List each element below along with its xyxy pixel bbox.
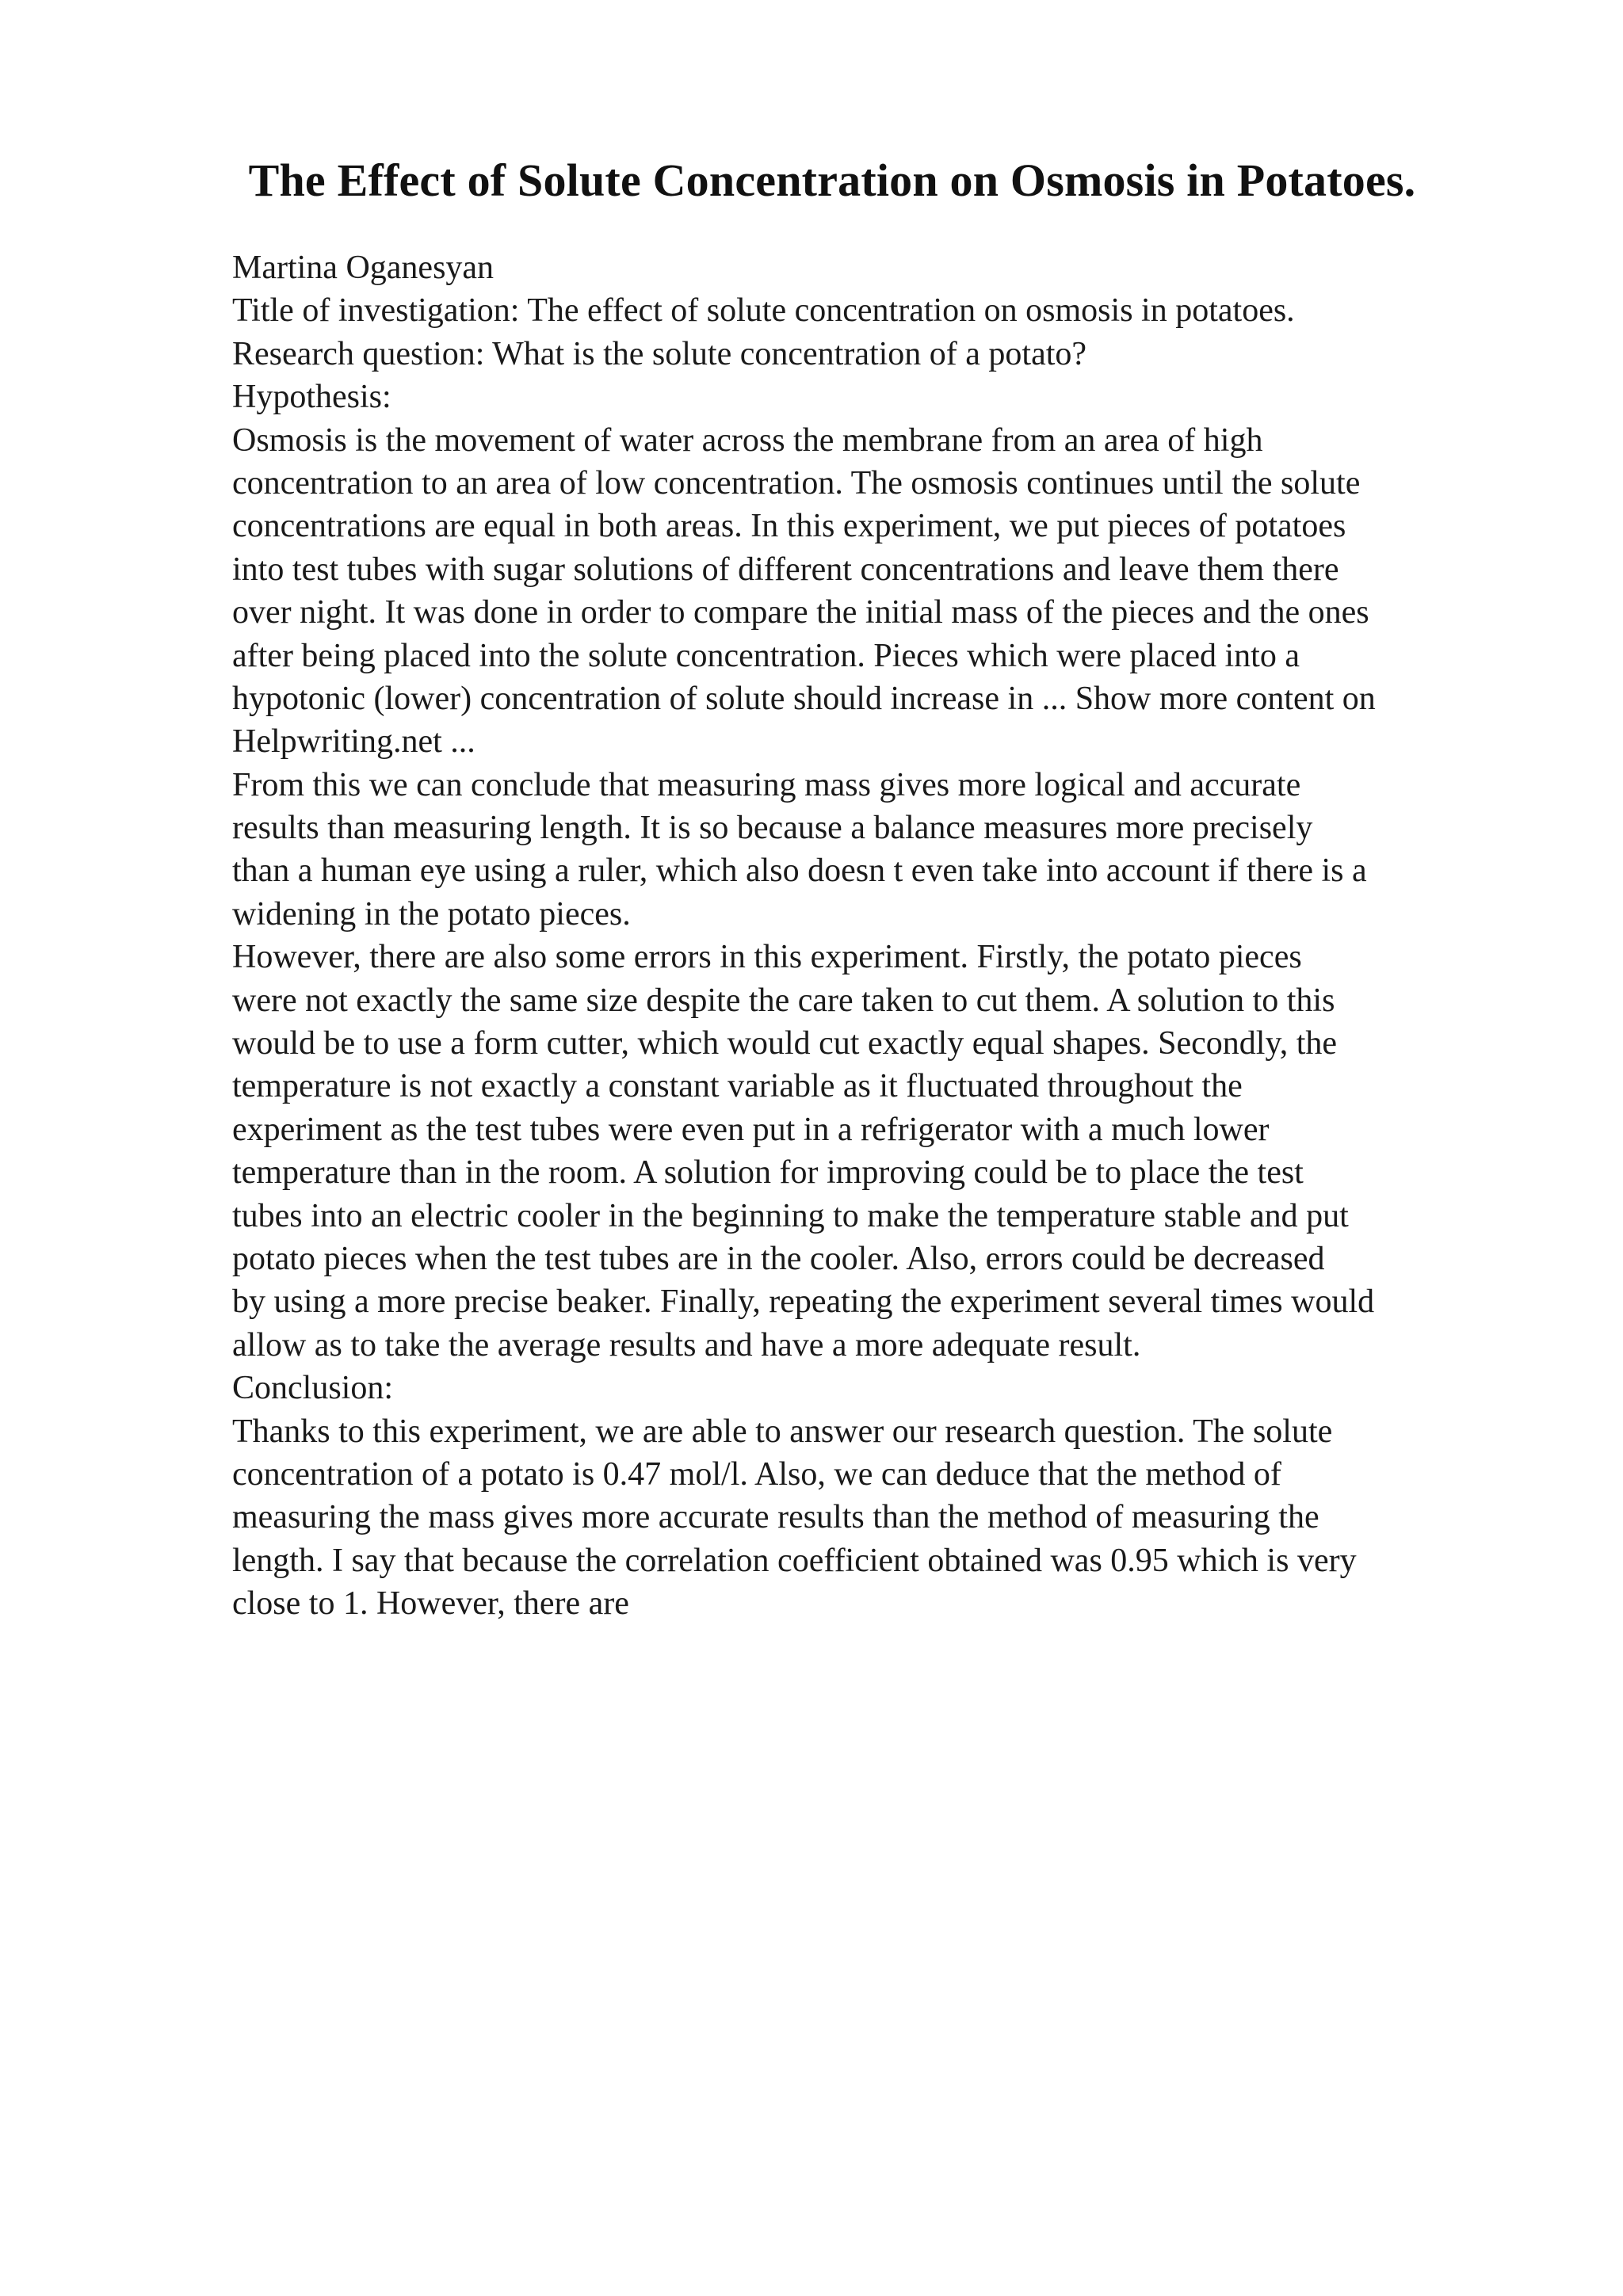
research-question-line: Research question: What is the solute concentration of a potato? xyxy=(232,335,1087,372)
hypothesis-text-line: hypotonic (lower) concentration of solute should increase in ... Show more content on xyxy=(232,680,1376,717)
hypothesis-heading: Hypothesis: xyxy=(232,379,391,416)
conclusion-text-line: Thanks to this experiment, we are able to answer our research question. The solute xyxy=(232,1413,1333,1450)
hypothesis-text-line: concentration to an area of low concentration. The osmosis continues until the solute xyxy=(232,464,1361,502)
author-line: Martina Oganesyan xyxy=(232,250,495,286)
document-title: The Effect of Solute Concentration on Osmosis in Potatoes. xyxy=(248,154,1416,206)
conclusion-text-line: length. I say that because the correlation coefficient obtained was 0.95 which is very xyxy=(232,1542,1357,1579)
errors-text-line: allow as to take the average results and have a more adequate result. xyxy=(232,1326,1141,1363)
conclusion-text-line: close to 1. However, there are xyxy=(232,1585,629,1623)
conclusion-text-line: measuring the mass gives more accurate results than the method of measuring the xyxy=(232,1499,1319,1536)
errors-text-line: were not exactly the same size despite the care taken to cut them. A solution to this xyxy=(232,982,1335,1019)
errors-text-line: experiment as the test tubes were even put in a refrigerator with a much lower xyxy=(232,1111,1270,1148)
analysis-text-line: than a human eye using a ruler, which also doesn t even take into account if there is a xyxy=(232,852,1367,890)
errors-text-line: temperature than in the room. A solution for improving could be to place the test xyxy=(232,1154,1304,1192)
hypothesis-text-line: Helpwriting.net ... xyxy=(232,723,475,761)
analysis-text-line: results than measuring length. It is so because a balance measures more precisely xyxy=(232,810,1313,847)
errors-text-line: temperature is not exactly a constant variable as it fluctuated throughout the xyxy=(232,1068,1243,1105)
conclusion-text-line: concentration of a potato is 0.47 mol/l. Also, we can deduce that the method of xyxy=(232,1455,1281,1493)
analysis-text-line: widening in the potato pieces. xyxy=(232,895,631,933)
hypothesis-text-line: into test tubes with sugar solutions of different concentrations and leave them there xyxy=(232,551,1339,588)
hypothesis-text-line: over night. It was done in order to compare the initial mass of the pieces and the ones xyxy=(232,594,1369,631)
errors-text-line: potato pieces when the test tubes are in the cooler. Also, errors could be decreased xyxy=(232,1240,1325,1277)
errors-text-line: by using a more precise beaker. Finally, repeating the experiment several times would xyxy=(232,1283,1375,1321)
investigation-title-line: Title of investigation: The effect of solute concentration on osmosis in potatoes. xyxy=(232,292,1295,330)
document-body xyxy=(232,246,1548,1626)
hypothesis-text-line: after being placed into the solute concentration. Pieces which were placed into a xyxy=(232,637,1300,674)
errors-text-line: would be to use a form cutter, which would cut exactly equal shapes. Secondly, the xyxy=(232,1025,1338,1062)
errors-text-line: tubes into an electric cooler in the beginning to make the temperature stable and put xyxy=(232,1197,1349,1234)
errors-text-line: However, there are also some errors in this experiment. Firstly, the potato pieces xyxy=(232,939,1302,976)
hypothesis-text-line: Osmosis is the movement of water across the membrane from an area of high xyxy=(232,421,1263,459)
hypothesis-text-line: concentrations are equal in both areas. In this experiment, we put pieces of potatoes xyxy=(232,508,1346,545)
analysis-text-line: From this we can conclude that measuring mass gives more logical and accurate xyxy=(232,766,1301,803)
conclusion-heading: Conclusion: xyxy=(232,1370,394,1407)
